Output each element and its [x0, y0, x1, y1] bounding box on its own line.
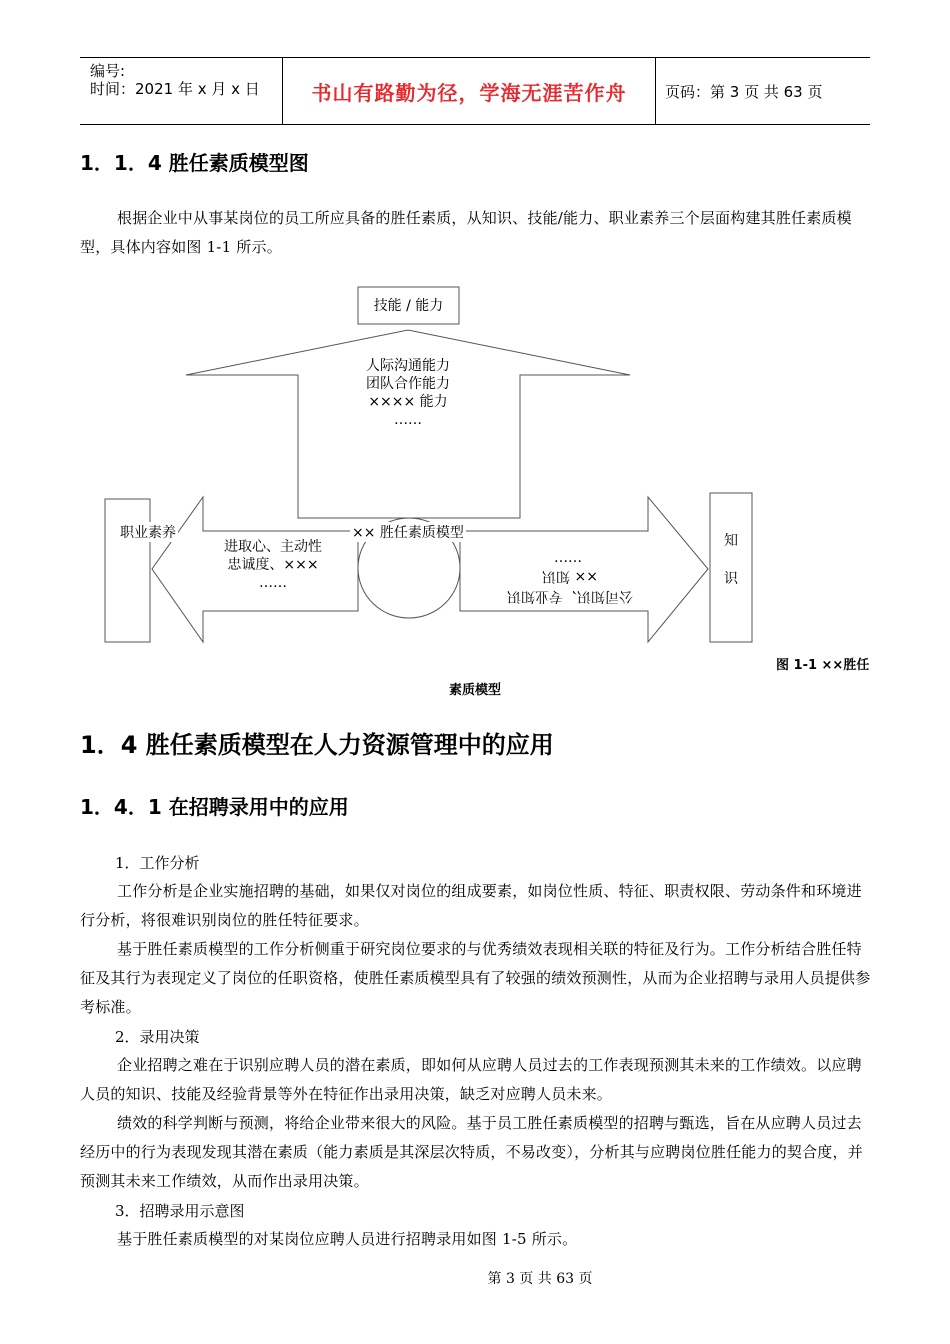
item-3-title: 3．招聘录用示意图 — [115, 1202, 245, 1220]
header-page-cell — [655, 58, 870, 124]
header-time-label: 时间：2021 年 x 月 x 日 — [90, 80, 260, 98]
item-1-paragraph-1: 工作分析是企业实施招聘的基础，如果仅对岗位的组成要素，如岗位性质、特征、职责权限、劳动条件和环境进行分析，将很难识别岗位的胜任特征要求。 — [80, 882, 862, 929]
section-heading-1-4-1: 1．4．1 在招聘录用中的应用 — [80, 795, 349, 819]
item-2-paragraph-2: 绩效的科学判断与预测，将给企业带来很大的风险。基于员工胜任素质模型的招聘与甄选，旨在从应聘人员过去经历中的行为表现发现其潜在素质（能力素质是其深层次特质，不易改变），分析其与应聘岗位胜任能力的契合度，并预测其未来工作绩效，从而作出录用决策。 — [80, 1114, 863, 1190]
up-arrow-line: ×××× 能力 — [368, 394, 448, 410]
header-motto: 书山有路勤为径，学海无涯苦作舟 — [311, 80, 627, 105]
right-arrow-line: 公司知识、专业知识 — [507, 588, 633, 604]
figure-caption-part1: 图 1-1 ××胜任 — [776, 658, 870, 673]
header-number-label: 编号: — [90, 62, 126, 80]
section-heading-1-1-4: 1．1．4 胜任素质模型图 — [80, 151, 309, 175]
left-arrow-content — [203, 538, 343, 592]
up-arrow-line: 人际沟通能力 — [366, 358, 450, 374]
section-heading-1-4: 1．4 胜任素质模型在人力资源管理中的应用 — [80, 731, 554, 759]
item-2-title: 2．录用决策 — [115, 1028, 200, 1046]
header-page-code: 页码：第 3 页 共 63 页 — [665, 82, 823, 101]
header-left-cell — [80, 58, 280, 124]
right-arrow-ellipsis: …… — [554, 550, 582, 566]
footer-page-number: 第 3 页 共 63 页 — [487, 1271, 593, 1287]
up-arrow-content — [330, 357, 486, 429]
knowledge-char-2: 识 — [724, 571, 738, 587]
figure-caption-part2: 素质模型 — [448, 683, 501, 698]
left-arrow-line: 忠诚度、××× — [227, 557, 319, 573]
up-arrow-line: …… — [394, 412, 422, 428]
professional-quality-box — [105, 499, 150, 642]
item-2-paragraph-1: 企业招聘之难在于识别应聘人员的潜在素质，即如何从应聘人员过去的工作表现预测其未来的工作绩效。以应聘人员的知识、技能及经验背景等外在特征作出录用决策，缺乏对应聘人员未来。 — [80, 1056, 862, 1103]
page-footer — [0, 1268, 950, 1288]
intro-paragraph: 根据企业中从事某岗位的员工所应具备的胜任素质，从知识、技能/能力、职业素养三个层面构建其胜任素质模型，具体内容如图 1-1 所示。 — [80, 209, 852, 256]
left-arrow-line: …… — [259, 575, 287, 591]
center-model-label: ×× 胜任素质模型 — [350, 522, 466, 542]
right-arrow-flipped-content — [470, 566, 670, 606]
page-header — [80, 57, 870, 125]
skill-ability-label: 技能 / 能力 — [373, 298, 444, 314]
item-3-paragraph-1: 基于胜任素质模型的对某岗位应聘人员进行招聘录用如图 1-5 所示。 — [117, 1230, 578, 1248]
professional-quality-label: 职业素养 — [118, 522, 178, 542]
item-1-title: 1．工作分析 — [115, 854, 200, 872]
right-arrow-line: ×× 知识 — [542, 568, 598, 584]
header-motto-cell — [282, 58, 656, 124]
knowledge-char-1: 知 — [724, 533, 738, 549]
up-arrow-line: 团队合作能力 — [366, 376, 450, 392]
item-1-paragraph-2: 基于胜任素质模型的工作分析侧重于研究岗位要求的与优秀绩效表现相关联的特征及行为。工作分析结合胜任特征及其行为表现定义了岗位的任职资格，使胜任素质模型具有了较强的绩效预测性，从而为企业招聘与录用人员提供参考标准。 — [80, 940, 871, 1016]
left-arrow-line: 进取心、主动性 — [224, 539, 322, 555]
